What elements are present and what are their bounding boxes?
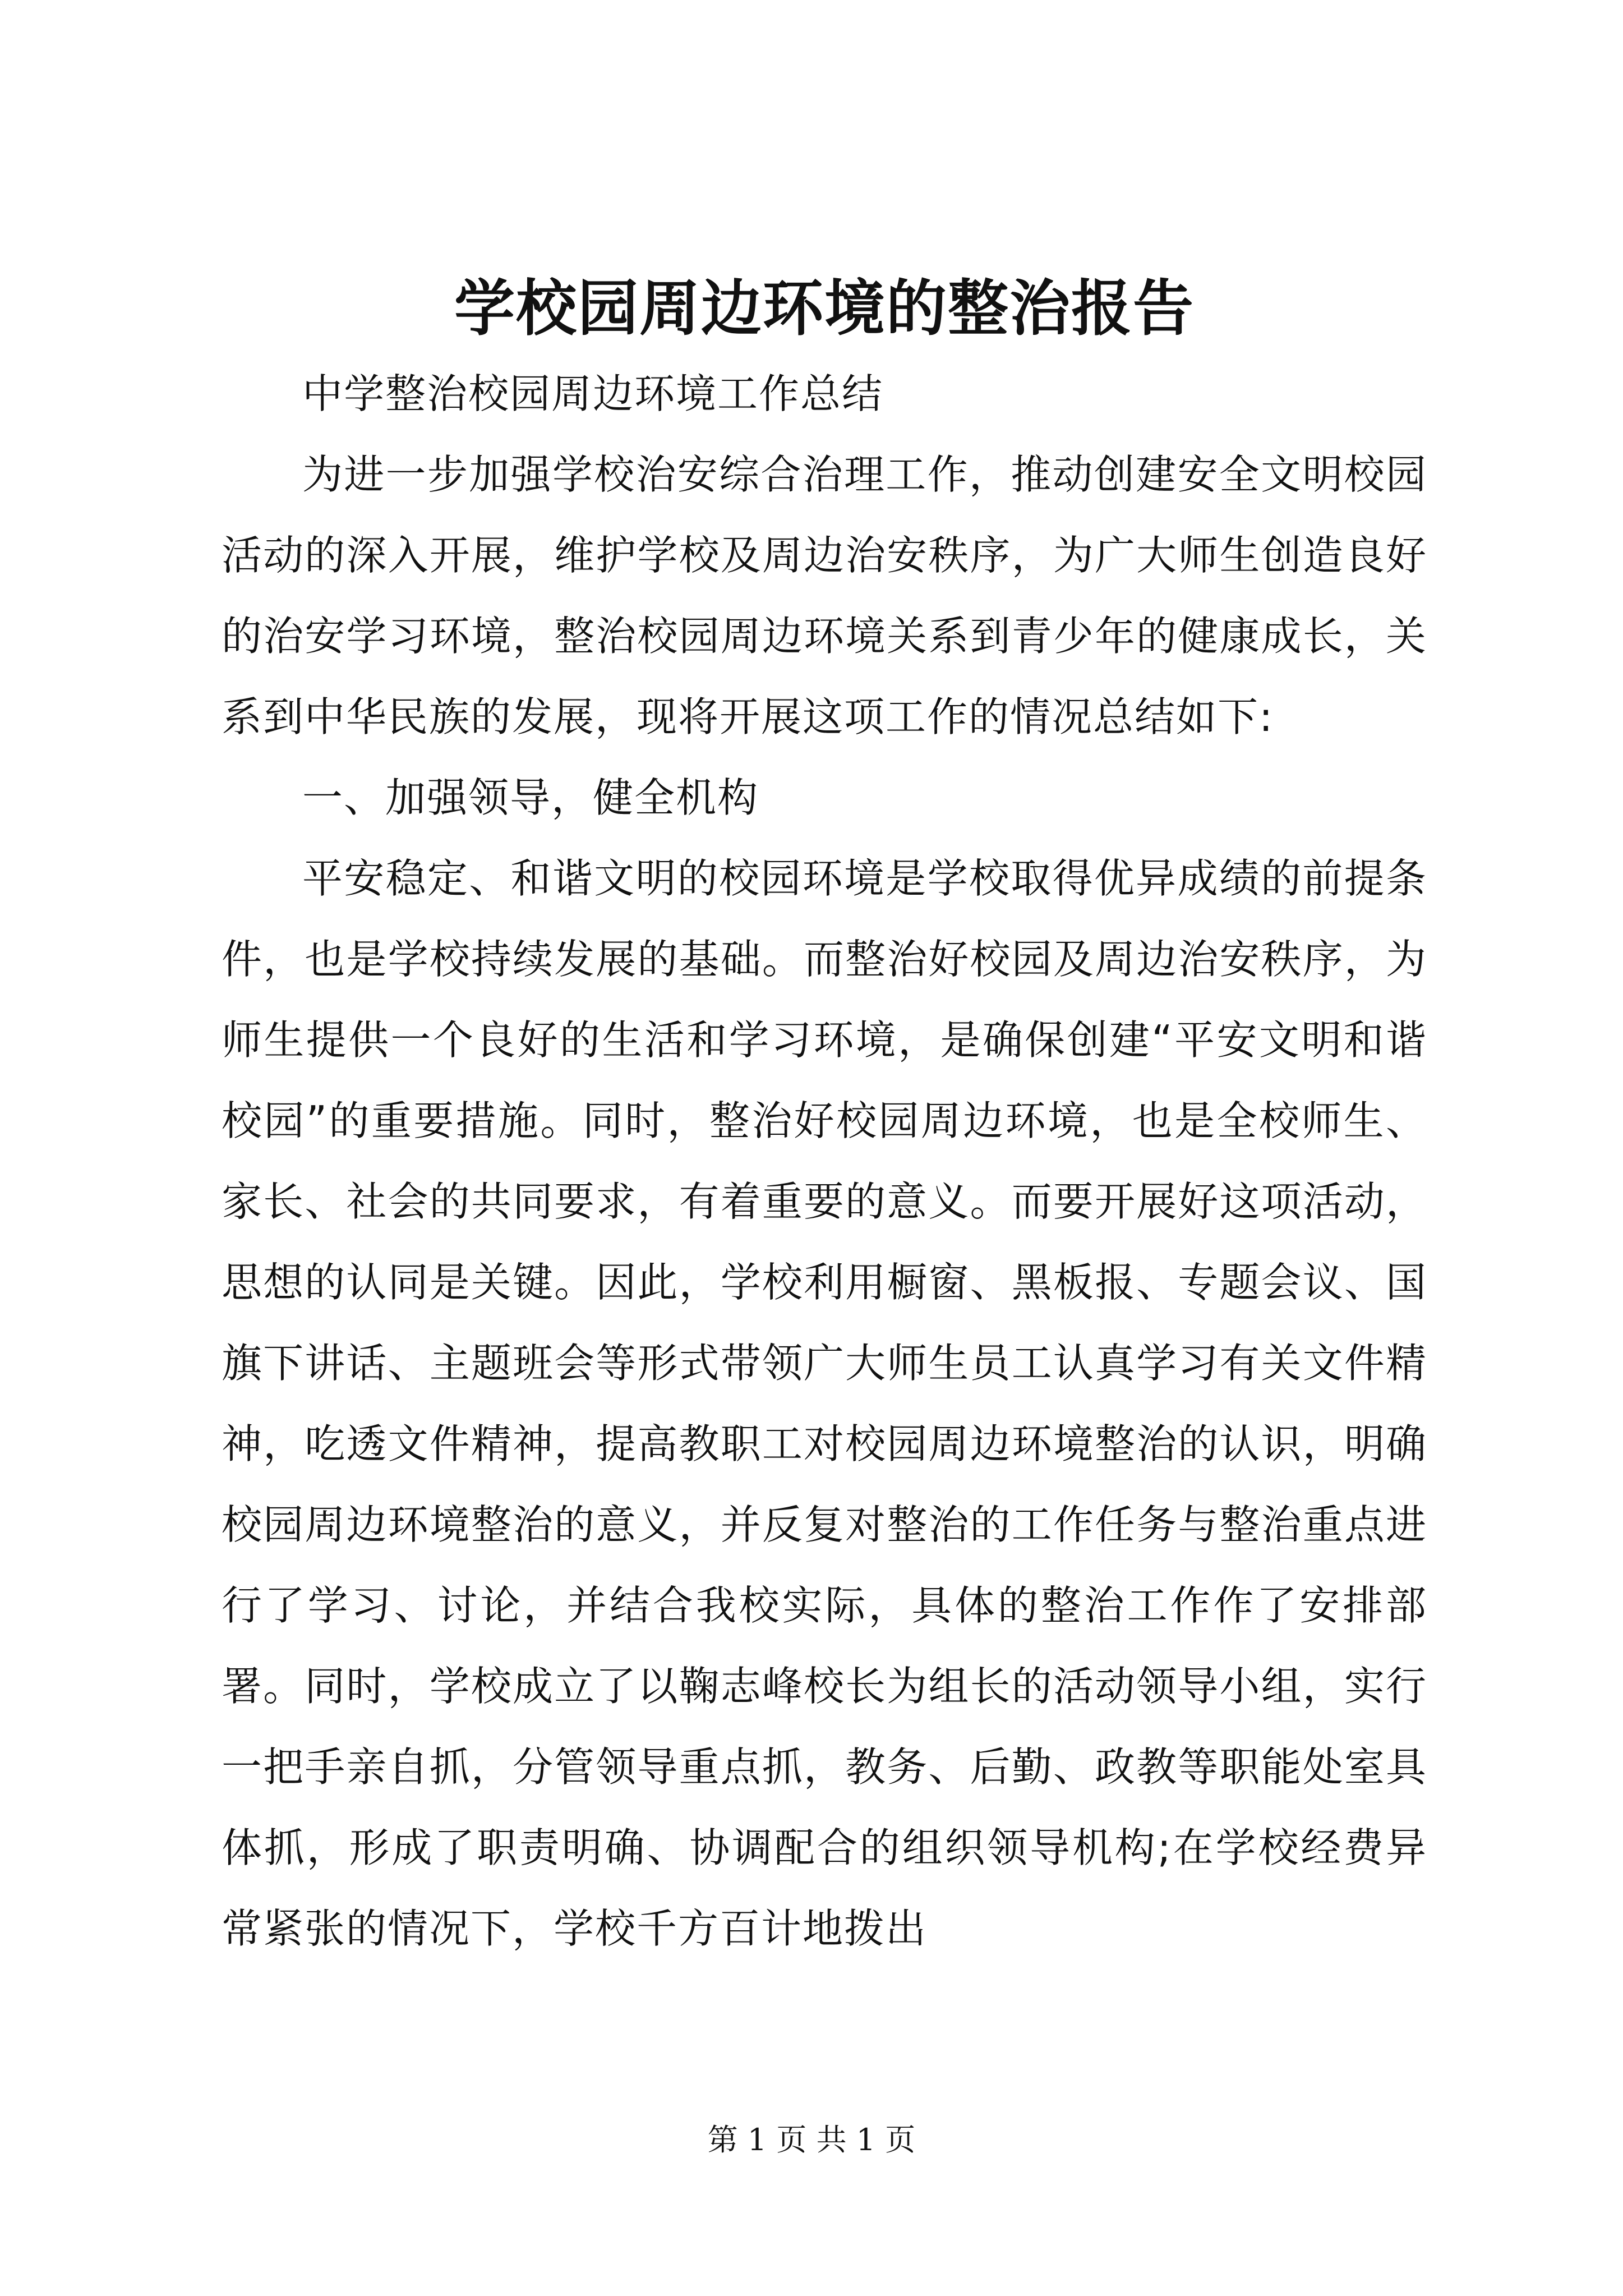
page-number-footer: 第 1 页 共 1 页 — [707, 2122, 916, 2157]
document-body — [222, 269, 1427, 1969]
section-body-paragraph: 平安稳定、和谐文明的校园环境是学校取得优异成绩的前提条件，也是学校持续发展的基础。而整治好校园及周边治安秩序，为师生提供一个良好的生活和学习环境，是确保创建“平安文明和谐校园”的重要措施。同时，整治好校园周边环境，也是全校师生、家长、社会的共同要求，有着重要的意义。而要开展好这项活动，思想的认同是关键。因此，学校利用橱窗、黑板报、专题会议、国旗下讲话、主题班会等形式带领广大师生员工认真学习有关文件精神，吃透文件精神，提高教职工对校园周边环境整治的认识，明确校园周边环境整治的意义，并反复对整治的工作任务与整治重点进行了学习、讨论，并结合我校实际，具体的整治工作作了安排部署。同时，学校成立了以鞠志峰校长为组长的活动领导小组，实行一把手亲自抓，分管领导重点抓，教务、后勤、政教等职能处室具体抓，形成了职责明确、协调配合的组织领导机构;在学校经费异常紧张的情况下，学校千方百计地拨出 — [222, 855, 1427, 1952]
document-title: 学校园周边环境的整治报告 — [454, 273, 1195, 344]
section-heading: 一、加强领导，健全机构 — [302, 774, 759, 821]
intro-paragraph: 为进一步加强学校治安综合治理工作，推动创建安全文明校园活动的深入开展，维护学校及周边治安秩序，为广大师生创造良好的治安学习环境，整治校园周边环境关系到青少年的健康成长，关系到中华民族的发展，现将开展这项工作的情况总结如下: — [222, 451, 1427, 740]
document-subtitle: 中学整治校园周边环境工作总结 — [302, 370, 884, 417]
